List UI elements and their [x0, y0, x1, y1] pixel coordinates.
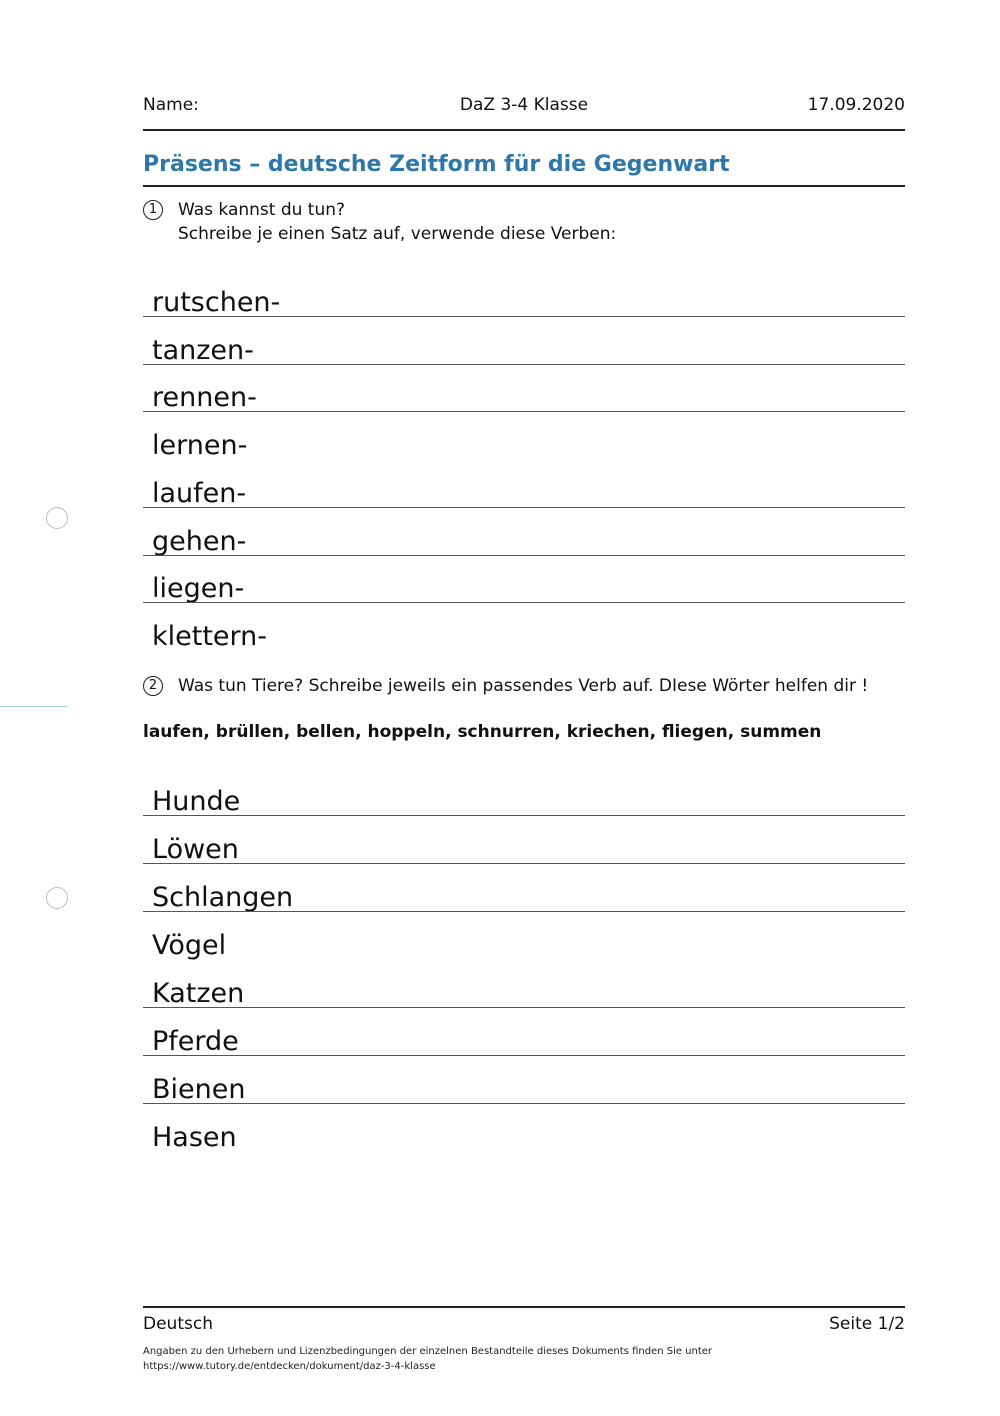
verb-writing-line[interactable]: [143, 364, 905, 365]
task1-line2: Schreibe je einen Satz auf, verwende diese Verben:: [178, 224, 617, 244]
animal-writing-line[interactable]: [143, 1055, 905, 1056]
date-label: 17.09.2020: [807, 95, 905, 115]
page-title: Präsens – deutsche Zeitform für die Gegenwart: [143, 152, 730, 177]
task-number-2: 2: [143, 676, 163, 696]
task1-instruction: [178, 198, 616, 246]
verb-writing-line[interactable]: [143, 316, 905, 317]
punch-hole-top: [46, 507, 68, 529]
animal-word: Pferde: [152, 1026, 239, 1057]
task1-line1: Was kannst du tun?: [178, 200, 346, 220]
animal-writing-line[interactable]: [143, 1103, 905, 1104]
animal-writing-line[interactable]: [143, 911, 905, 912]
title-divider: [143, 185, 905, 187]
footer-subject: Deutsch: [143, 1314, 213, 1334]
animal-word: Löwen: [152, 834, 239, 865]
fold-mark: [0, 706, 67, 707]
animal-word: Hunde: [152, 786, 241, 817]
verb-word: gehen-: [152, 525, 247, 557]
course-label: DaZ 3-4 Klasse: [459, 95, 589, 115]
header-divider: [143, 129, 905, 131]
footer-page: Seite 1/2: [829, 1314, 905, 1334]
license-note: [143, 1344, 903, 1374]
animal-writing-line[interactable]: [143, 815, 905, 816]
animal-writing-line[interactable]: [143, 863, 905, 864]
verb-word: rutschen-: [152, 287, 281, 318]
punch-hole-bottom: [46, 887, 68, 909]
license-line-1: Angaben zu den Urhebern und Lizenzbedingungen der einzelnen Bestandteile dieses Dokuments finden Sie unter: [143, 1346, 713, 1357]
task2-instruction: Was tun Tiere? Schreibe jeweils ein passendes Verb auf. DIese Wörter helfen dir !: [178, 676, 869, 696]
animal-word: Katzen: [152, 978, 245, 1009]
verb-word: lernen-: [152, 430, 248, 462]
name-label: Name:: [143, 95, 199, 115]
verb-word: tanzen-: [152, 334, 254, 366]
animal-word: Bienen: [152, 1074, 246, 1105]
verb-writing-line[interactable]: [143, 507, 905, 508]
animal-word: Vögel: [152, 930, 227, 961]
verb-word: liegen-: [152, 573, 245, 605]
task-number-1: 1: [143, 200, 163, 220]
verb-writing-line[interactable]: [143, 411, 905, 412]
verb-word: laufen-: [152, 477, 247, 509]
footer-divider: [143, 1306, 905, 1308]
verb-word: klettern-: [152, 620, 268, 652]
verb-word: rennen-: [152, 382, 257, 414]
animal-word: Schlangen: [152, 882, 294, 913]
verb-writing-line[interactable]: [143, 602, 905, 603]
license-line-2: https://www.tutory.de/entdecken/dokument/daz-3-4-klasse: [143, 1361, 436, 1372]
verb-writing-line[interactable]: [143, 555, 905, 556]
word-bank: laufen, brüllen, bellen, hoppeln, schnurren, kriechen, fliegen, summen: [143, 722, 822, 742]
animal-word: Hasen: [152, 1122, 237, 1153]
animal-writing-line[interactable]: [143, 1007, 905, 1008]
